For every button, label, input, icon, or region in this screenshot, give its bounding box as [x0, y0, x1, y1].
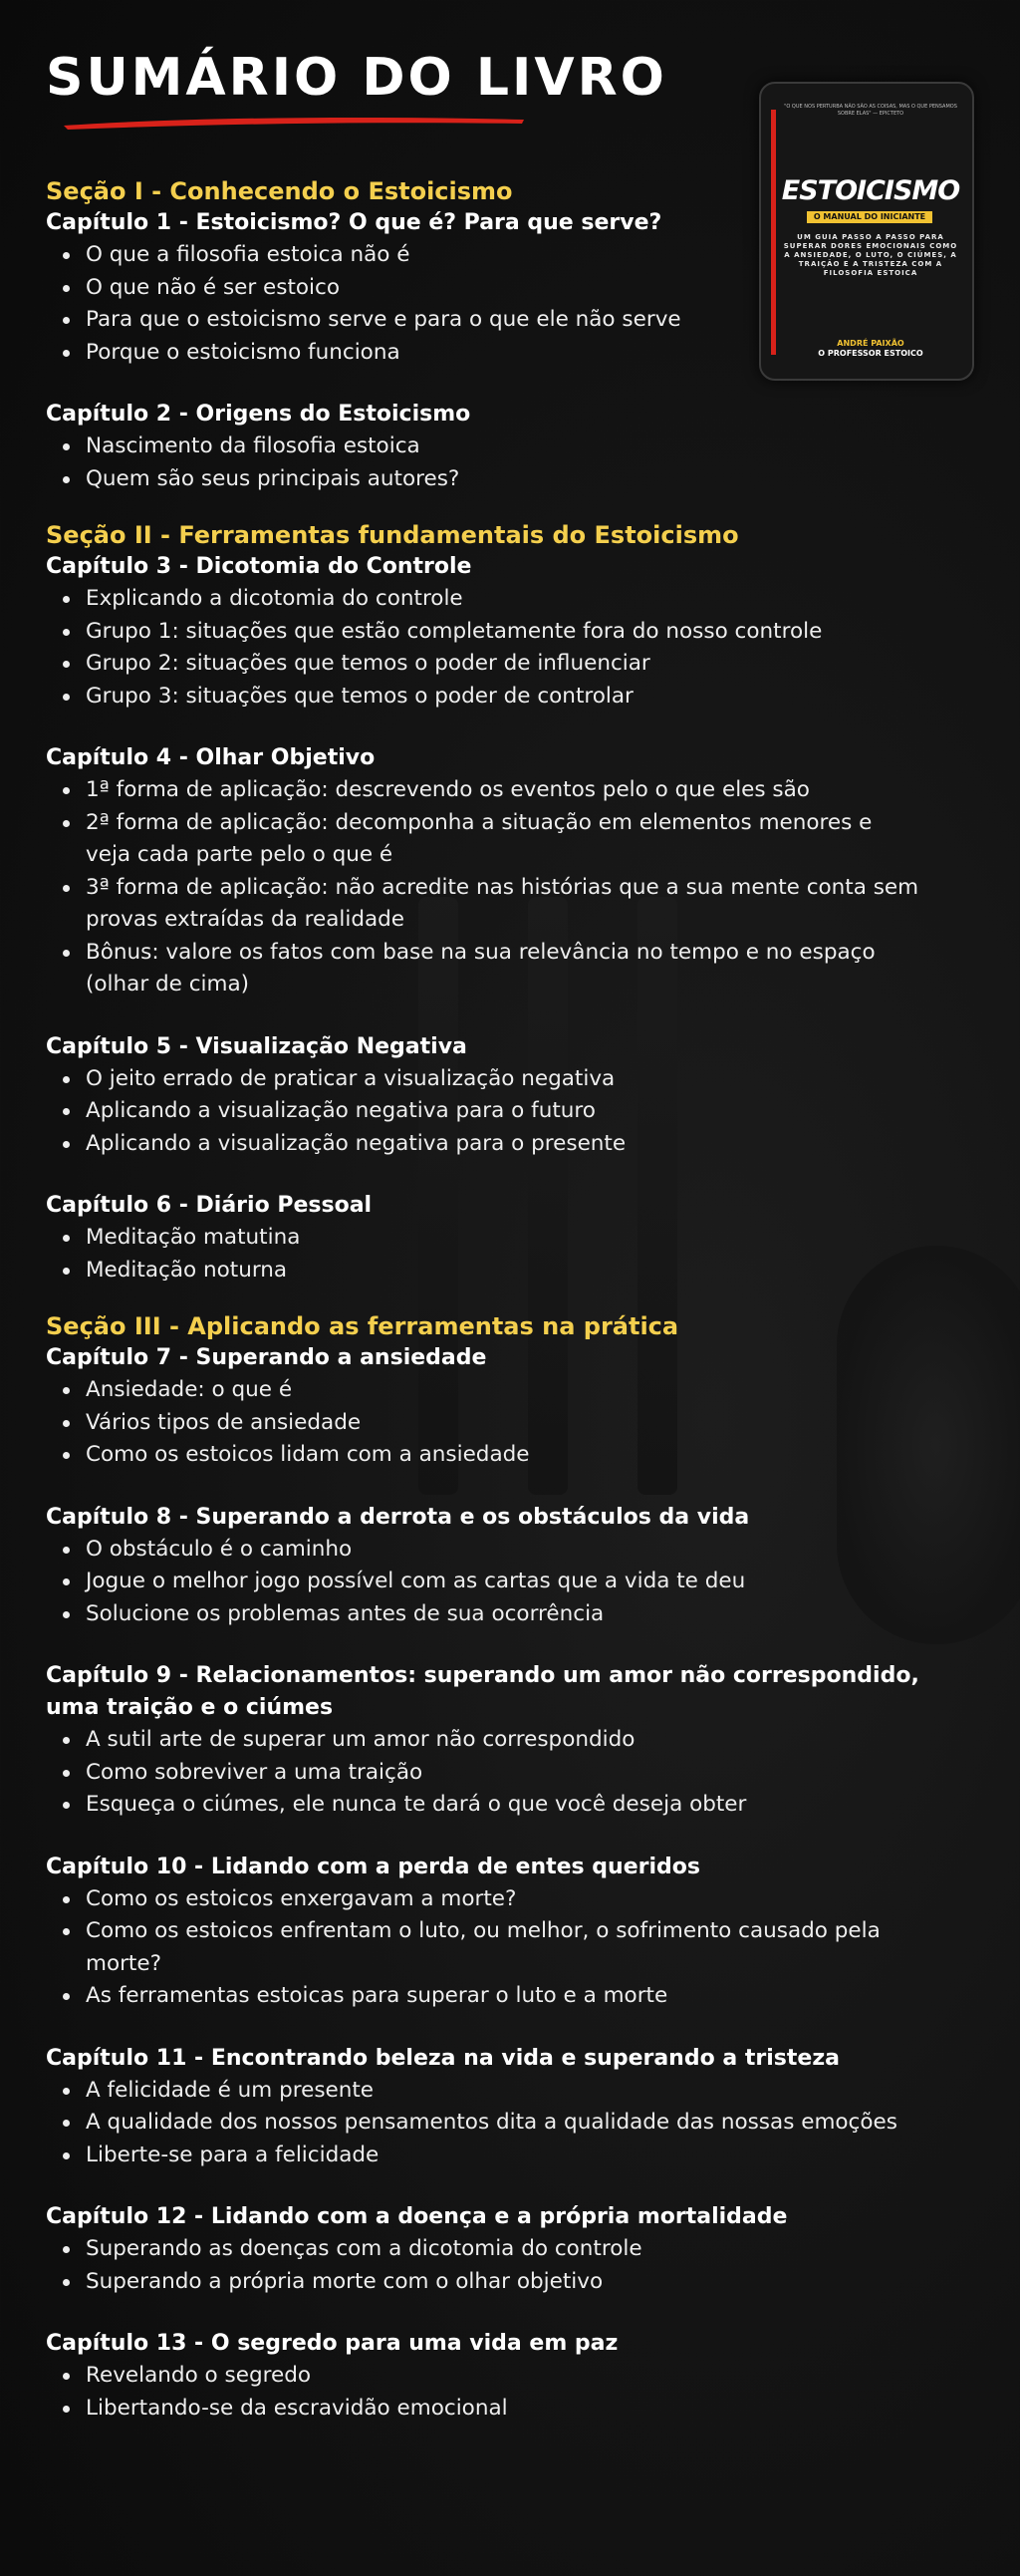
chapter-title: Capítulo 10 - Lidando com a perda de entes queridos — [46, 1854, 700, 1879]
chapter-topic-list — [46, 774, 922, 1002]
chapter — [46, 1190, 922, 1287]
topic-list-item: Explicando a dicotomia do controle — [46, 583, 922, 616]
section-title: Seção I - Conhecendo o Estoicismo — [46, 177, 513, 205]
topic-list-item: 2ª forma de aplicação: decomponha a situação em elementos menores e veja cada parte pelo o que é — [46, 807, 922, 872]
topic-list-item: Bônus: valore os fatos com base na sua relevância no tempo e no espaço (olhar de cima) — [46, 937, 922, 1002]
chapter — [46, 1660, 922, 1822]
chapter-title: Capítulo 9 - Relacionamentos: superando um amor não correspondido, uma traição e o ciúmes — [46, 1663, 919, 1720]
chapter — [46, 399, 922, 495]
chapter — [46, 2201, 922, 2298]
topic-list-item: Como os estoicos enfrentam o luto, ou melhor, o sofrimento causado pela morte? — [46, 1915, 922, 1980]
chapter-topic-list — [46, 2075, 922, 2172]
chapter-title: Capítulo 4 - Olhar Objetivo — [46, 745, 376, 770]
book-cover-author-alias: O PROFESSOR ESTOICO — [818, 349, 923, 358]
chapter-topic-list — [46, 2360, 922, 2425]
topic-list-item: 3ª forma de aplicação: não acredite nas histórias que a sua mente conta sem provas extraídas da realidade — [46, 872, 922, 937]
topic-list-item: Revelando o segredo — [46, 2360, 922, 2393]
topic-list-item: Como sobreviver a uma traição — [46, 1757, 922, 1790]
topic-list-item: Grupo 1: situações que estão completamente fora do nosso controle — [46, 616, 922, 649]
book-cover-tagline: "O QUE NOS PERTURBA NÃO SÃO AS COISAS, MAS O QUE PENSAMOS SOBRE ELAS" — EPICTETO — [784, 104, 957, 117]
chapter-topic-list — [46, 1724, 922, 1822]
topic-list-item: Aplicando a visualização negativa para o futuro — [46, 1095, 922, 1128]
chapter-topic-list — [46, 1222, 922, 1287]
topic-list-item: Quem são seus principais autores? — [46, 463, 922, 496]
topic-list-item: Grupo 3: situações que temos o poder de controlar — [46, 681, 922, 714]
topic-list-item: Grupo 2: situações que temos o poder de influenciar — [46, 648, 922, 681]
chapter — [46, 742, 922, 1002]
topic-list-item: Jogue o melhor jogo possível com as cartas que a vida te deu — [46, 1566, 922, 1598]
topic-list-item: A sutil arte de superar um amor não correspondido — [46, 1724, 922, 1757]
chapter-topic-list — [46, 239, 922, 369]
toc-section — [46, 1310, 922, 2425]
section-title: Seção III - Aplicando as ferramentas na prática — [46, 1312, 679, 1340]
chapter-title: Capítulo 1 - Estoicismo? O que é? Para que serve? — [46, 210, 662, 235]
chapter-title: Capítulo 13 - O segredo para uma vida em paz — [46, 2331, 619, 2356]
topic-list-item: As ferramentas estoicas para superar o luto e a morte — [46, 1980, 922, 2013]
topic-list-item: Meditação noturna — [46, 1255, 922, 1288]
topic-list-item: Como os estoicos enxergavam a morte? — [46, 1883, 922, 1916]
title-underline-brushstroke — [60, 112, 528, 132]
topic-list-item: O que a filosofia estoica não é — [46, 239, 922, 272]
topic-list-item: A qualidade dos nossos pensamentos dita a qualidade das nossas emoções — [46, 2107, 922, 2140]
table-of-contents — [46, 175, 922, 2425]
chapter — [46, 1031, 922, 1161]
chapter — [46, 1852, 922, 2013]
chapter — [46, 207, 922, 369]
topic-list-item: Solucione os problemas antes de sua ocorrência — [46, 1598, 922, 1631]
chapter — [46, 1502, 922, 1631]
page-header — [46, 44, 667, 136]
chapter-title: Capítulo 2 - Origens do Estoicismo — [46, 402, 471, 427]
chapter-topic-list — [46, 583, 922, 713]
topic-list-item: Aplicando a visualização negativa para o presente — [46, 1128, 922, 1161]
chapter-title: Capítulo 12 - Lidando com a doença e a própria mortalidade — [46, 2204, 788, 2229]
topic-list-item: O que não é ser estoico — [46, 272, 922, 305]
toc-section — [46, 519, 922, 1287]
topic-list-item: Vários tipos de ansiedade — [46, 1407, 922, 1440]
topic-list-item: A felicidade é um presente — [46, 2075, 922, 2108]
toc-section — [46, 175, 922, 495]
chapter-title: Capítulo 3 - Dicotomia do Controle — [46, 554, 472, 579]
topic-list-item: Meditação matutina — [46, 1222, 922, 1255]
section-title: Seção II - Ferramentas fundamentais do Estoicismo — [46, 521, 739, 549]
topic-list-item: Porque o estoicismo funciona — [46, 337, 922, 370]
book-cover-subtitle: O MANUAL DO INICIANTE — [807, 211, 932, 223]
chapter-topic-list — [46, 1883, 922, 2013]
topic-list-item: 1ª forma de aplicação: descrevendo os eventos pelo o que eles são — [46, 774, 922, 807]
topic-list-item: Esqueça o ciúmes, ele nunca te dará o que você deseja obter — [46, 1789, 922, 1822]
topic-list-item: Nascimento da filosofia estoica — [46, 430, 922, 463]
chapter-title: Capítulo 7 - Superando a ansiedade — [46, 1345, 487, 1370]
book-cover-author-name: ANDRÉ PAIXÃO — [837, 339, 904, 348]
chapter-topic-list — [46, 2233, 922, 2298]
chapter-title: Capítulo 11 - Encontrando beleza na vida e superando a tristeza — [46, 2045, 840, 2071]
topic-list-item: Como os estoicos lidam com a ansiedade — [46, 1439, 922, 1472]
topic-list-item: Libertando-se da escravidão emocional — [46, 2393, 922, 2426]
book-cover-title: ESTOICISMO — [781, 175, 960, 206]
chapter — [46, 551, 922, 713]
topic-list-item: O jeito errado de praticar a visualização negativa — [46, 1063, 922, 1096]
chapter-topic-list — [46, 1374, 922, 1472]
chapter-title: Capítulo 8 - Superando a derrota e os obstáculos da vida — [46, 1504, 750, 1530]
topic-list-item: Superando as doenças com a dicotomia do controle — [46, 2233, 922, 2266]
topic-list-item: Superando a própria morte com o olhar objetivo — [46, 2266, 922, 2299]
page-title: SUMÁRIO DO LIVRO — [46, 48, 667, 108]
chapter-topic-list — [46, 1534, 922, 1631]
chapter-topic-list — [46, 430, 922, 495]
topic-list-item: Para que o estoicismo serve e para o que ele não serve — [46, 304, 922, 337]
chapter-topic-list — [46, 1063, 922, 1161]
chapter — [46, 1342, 922, 1472]
chapter-title: Capítulo 6 - Diário Pessoal — [46, 1193, 373, 1218]
book-cover-description: UM GUIA PASSO A PASSO PARA SUPERAR DORES EMOCIONAIS COMO A ANSIEDADE, O LUTO, O CIÚMES, A TRAIÇÃO E A TRISTEZA COM A FILOSOFIA ESTOICA — [783, 233, 958, 277]
topic-list-item: O obstáculo é o caminho — [46, 1534, 922, 1567]
topic-list-item: Liberte-se para a felicidade — [46, 2140, 922, 2172]
chapter — [46, 2328, 922, 2425]
topic-list-item: Ansiedade: o que é — [46, 1374, 922, 1407]
chapter — [46, 2043, 922, 2172]
chapter-title: Capítulo 5 - Visualização Negativa — [46, 1033, 467, 1059]
